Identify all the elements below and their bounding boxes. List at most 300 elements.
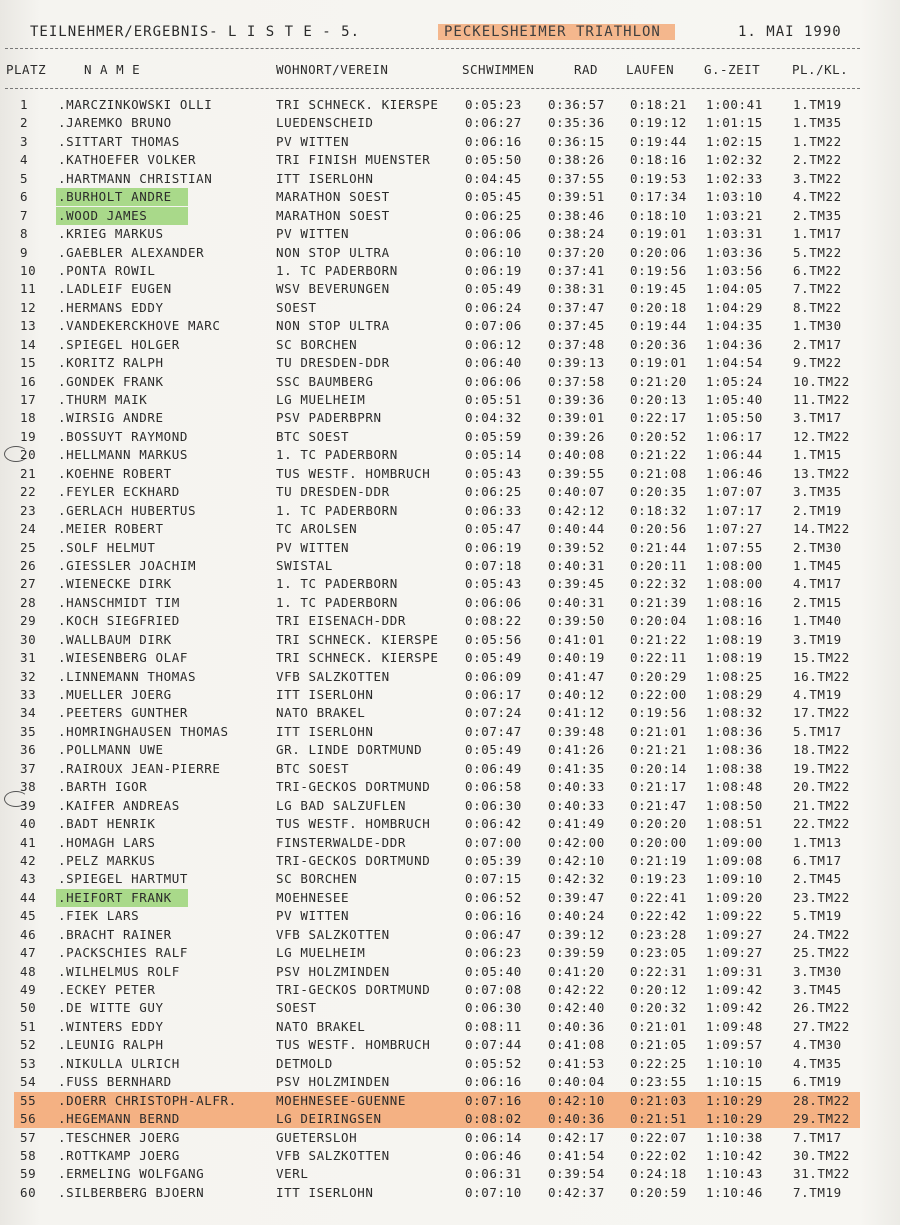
row-name: .ERMELING WOLFGANG	[58, 1166, 205, 1182]
row-platz: 47	[20, 945, 37, 961]
table-row	[0, 188, 900, 206]
row-schwimmen: 0:07:18	[465, 557, 522, 573]
row-rad: 0:37:41	[548, 262, 605, 278]
row-name: .MUELLER JOERG	[58, 687, 172, 702]
table-row	[0, 483, 900, 501]
row-laufen: 0:23:28	[630, 926, 687, 942]
row-gesamtzeit: 1:08:29	[706, 687, 763, 702]
row-schwimmen: 0:07:06	[465, 318, 522, 334]
row-verein: PV WITTEN	[276, 539, 350, 555]
row-schwimmen: 0:05:49	[465, 650, 522, 666]
row-schwimmen: 0:06:16	[465, 133, 522, 149]
row-schwimmen: 0:08:22	[465, 613, 522, 629]
row-name: .HOMRINGHAUSEN THOMAS	[58, 723, 229, 739]
row-laufen: 0:22:17	[630, 410, 687, 426]
row-rad: 0:39:13	[548, 355, 605, 371]
row-schwimmen: 0:07:44	[465, 1037, 522, 1053]
row-laufen: 0:22:32	[630, 576, 687, 592]
row-platz: 48	[20, 963, 37, 979]
row-verein: NATO BRAKEL	[276, 705, 366, 721]
row-laufen: 0:19:56	[630, 705, 687, 721]
row-rad: 0:40:08	[548, 447, 605, 463]
row-gesamtzeit: 1:10:15	[706, 1074, 763, 1090]
row-verein: VERL	[276, 1166, 309, 1182]
row-name: .PACKSCHIES RALF	[58, 945, 189, 961]
row-gesamtzeit: 1:10:46	[706, 1184, 763, 1200]
row-verein: PV WITTEN	[276, 133, 350, 149]
row-laufen: 0:22:02	[630, 1147, 687, 1163]
table-row	[0, 244, 900, 262]
row-laufen: 0:21:47	[630, 797, 687, 813]
table-row	[0, 926, 900, 944]
row-verein: SC BORCHEN	[276, 336, 358, 352]
row-gesamtzeit: 1:09:48	[706, 1018, 763, 1034]
row-verein: VFB SALZKOTTEN	[276, 668, 390, 684]
table-row	[0, 704, 900, 722]
row-name: .KATHOEFER VOLKER	[58, 152, 197, 168]
row-gesamtzeit: 1:08:51	[706, 816, 763, 832]
table-row	[0, 1036, 900, 1054]
row-platz-klasse: 2.TM35	[793, 207, 842, 223]
row-laufen: 0:21:03	[630, 1092, 687, 1108]
row-platz-klasse: 7.TM22	[793, 281, 842, 297]
row-schwimmen: 0:06:47	[465, 926, 522, 942]
row-gesamtzeit: 1:10:29	[706, 1092, 763, 1108]
row-gesamtzeit: 1:06:46	[706, 465, 763, 481]
row-platz-klasse: 3.TM17	[793, 410, 842, 426]
row-laufen: 0:19:12	[630, 115, 687, 131]
row-schwimmen: 0:06:30	[465, 1000, 522, 1016]
row-platz-klasse: 3.TM35	[793, 484, 842, 500]
row-platz-klasse: 17.TM22	[793, 705, 850, 721]
row-gesamtzeit: 1:08:16	[706, 613, 763, 629]
row-name: .KAIFER ANDREAS	[58, 797, 180, 813]
row-rad: 0:39:52	[548, 539, 605, 555]
row-laufen: 0:21:39	[630, 594, 687, 610]
row-platz-klasse: 1.TM15	[793, 447, 842, 463]
row-rad: 0:39:12	[548, 926, 605, 942]
row-platz-klasse: 5.TM19	[793, 908, 842, 924]
row-name: .SPIEGEL HOLGER	[58, 336, 180, 352]
row-platz-klasse: 6.TM19	[793, 1074, 842, 1090]
row-verein: VFB SALZKOTTEN	[276, 1147, 390, 1163]
row-platz: 37	[20, 760, 37, 776]
table-row	[0, 446, 900, 464]
row-rad: 0:40:33	[548, 779, 605, 795]
row-rad: 0:40:31	[548, 594, 605, 610]
table-row	[0, 1092, 900, 1110]
row-platz-klasse: 1.TM17	[793, 226, 842, 242]
row-platz: 7	[20, 207, 29, 223]
col-gzeit: G.-ZEIT	[704, 62, 761, 77]
row-rad: 0:42:10	[548, 1092, 605, 1108]
row-laufen: 0:21:05	[630, 1037, 687, 1053]
row-verein: TU DRESDEN-DDR	[276, 355, 390, 371]
row-rad: 0:40:36	[548, 1018, 605, 1034]
row-name: .BRACHT RAINER	[58, 926, 172, 942]
row-platz-klasse: 4.TM35	[793, 1055, 842, 1071]
row-verein: TUS WESTF. HOMBRUCH	[276, 465, 431, 481]
event-date: 1. MAI 1990	[738, 24, 842, 40]
row-laufen: 0:20:11	[630, 557, 687, 573]
row-platz-klasse: 26.TM22	[793, 1000, 850, 1016]
row-verein: TUS WESTF. HOMBRUCH	[276, 816, 431, 832]
row-verein: NON STOP ULTRA	[276, 244, 390, 260]
table-row	[0, 428, 900, 446]
row-name: .ROTTKAMP JOERG	[58, 1147, 180, 1163]
row-rad: 0:42:37	[548, 1184, 605, 1200]
row-gesamtzeit: 1:08:00	[706, 576, 763, 592]
row-name: .MARCZINKOWSKI OLLI	[58, 97, 213, 112]
row-platz-klasse: 3.TM30	[793, 963, 842, 979]
row-laufen: 0:19:56	[630, 262, 687, 278]
row-rad: 0:41:08	[548, 1037, 605, 1053]
row-laufen: 0:19:44	[630, 133, 687, 149]
row-platz: 34	[20, 705, 37, 721]
row-platz-klasse: 31.TM22	[793, 1166, 850, 1182]
row-platz-klasse: 3.TM19	[793, 631, 842, 647]
row-gesamtzeit: 1:02:33	[706, 170, 763, 186]
row-laufen: 0:20:35	[630, 484, 687, 500]
row-gesamtzeit: 1:07:55	[706, 539, 763, 555]
row-gesamtzeit: 1:07:17	[706, 502, 763, 518]
row-rad: 0:41:20	[548, 963, 605, 979]
row-laufen: 0:21:20	[630, 373, 687, 389]
row-verein: TRI-GECKOS DORTMUND	[276, 852, 431, 868]
row-platz: 1	[20, 97, 29, 112]
row-gesamtzeit: 1:00:41	[706, 97, 763, 112]
row-gesamtzeit: 1:05:40	[706, 392, 763, 407]
row-name: .LINNEMANN THOMAS	[58, 668, 197, 684]
row-name: .PEETERS GUNTHER	[58, 705, 189, 721]
row-gesamtzeit: 1:04:29	[706, 299, 763, 315]
table-row	[0, 262, 900, 280]
row-laufen: 0:22:31	[630, 963, 687, 979]
row-schwimmen: 0:06:58	[465, 779, 522, 795]
row-platz: 31	[20, 650, 37, 666]
row-platz: 2	[20, 115, 29, 131]
table-row	[0, 686, 900, 704]
row-platz-klasse: 25.TM22	[793, 945, 850, 961]
row-platz-klasse: 18.TM22	[793, 742, 850, 758]
row-verein: PSV PADERBPRN	[276, 410, 382, 426]
row-laufen: 0:18:21	[630, 97, 687, 112]
row-name: .FEYLER ECKHARD	[58, 484, 180, 500]
row-platz: 46	[20, 926, 37, 942]
row-schwimmen: 0:06:25	[465, 484, 522, 500]
row-platz: 50	[20, 1000, 37, 1016]
row-schwimmen: 0:05:49	[465, 281, 522, 297]
row-schwimmen: 0:06:24	[465, 299, 522, 315]
row-platz: 41	[20, 834, 37, 850]
row-rad: 0:40:24	[548, 908, 605, 924]
row-name: .SILBERBERG BJOERN	[58, 1184, 205, 1200]
row-gesamtzeit: 1:09:20	[706, 889, 763, 905]
row-gesamtzeit: 1:08:19	[706, 650, 763, 666]
row-platz: 56	[20, 1111, 37, 1127]
row-schwimmen: 0:08:02	[465, 1111, 522, 1127]
row-gesamtzeit: 1:09:42	[706, 982, 763, 997]
row-verein: TU DRESDEN-DDR	[276, 484, 390, 500]
row-name: .RAIROUX JEAN-PIERRE	[58, 760, 221, 776]
row-verein: TRI FINISH MUENSTER	[276, 152, 431, 168]
row-laufen: 0:23:05	[630, 945, 687, 961]
row-laufen: 0:20:12	[630, 982, 687, 997]
row-laufen: 0:22:07	[630, 1129, 687, 1145]
row-platz-klasse: 14.TM22	[793, 521, 850, 537]
row-platz-klasse: 2.TM45	[793, 871, 842, 887]
row-schwimmen: 0:05:47	[465, 521, 522, 537]
row-laufen: 0:21:51	[630, 1111, 687, 1127]
table-row	[0, 1165, 900, 1183]
row-platz-klasse: 16.TM22	[793, 668, 850, 684]
row-gesamtzeit: 1:07:07	[706, 484, 763, 500]
row-laufen: 0:22:00	[630, 687, 687, 702]
row-platz: 4	[20, 152, 29, 168]
row-laufen: 0:19:23	[630, 871, 687, 887]
row-verein: 1. TC PADERBORN	[276, 262, 398, 278]
row-gesamtzeit: 1:01:15	[706, 115, 763, 131]
row-rad: 0:36:15	[548, 133, 605, 149]
row-platz-klasse: 1.TM45	[793, 557, 842, 573]
row-platz: 16	[20, 373, 37, 389]
row-rad: 0:38:24	[548, 226, 605, 242]
table-row	[0, 944, 900, 962]
row-verein: MARATHON SOEST	[276, 207, 390, 223]
row-gesamtzeit: 1:03:31	[706, 226, 763, 242]
table-row	[0, 391, 900, 409]
col-schwimmen: SCHWIMMEN	[462, 62, 535, 77]
row-gesamtzeit: 1:04:54	[706, 355, 763, 371]
table-row	[0, 612, 900, 630]
row-platz: 13	[20, 318, 37, 334]
row-platz: 24	[20, 521, 37, 537]
row-laufen: 0:21:44	[630, 539, 687, 555]
row-platz-klasse: 10.TM22	[793, 373, 850, 389]
row-gesamtzeit: 1:09:27	[706, 945, 763, 961]
table-row	[0, 133, 900, 151]
row-rad: 0:42:12	[548, 502, 605, 518]
row-platz-klasse: 4.TM19	[793, 687, 842, 702]
row-platz: 58	[20, 1147, 37, 1163]
row-schwimmen: 0:06:19	[465, 539, 522, 555]
row-platz: 11	[20, 281, 37, 297]
row-name: .WALLBAUM DIRK	[58, 631, 172, 647]
row-name: .SPIEGEL HARTMUT	[58, 871, 189, 887]
table-row	[0, 1110, 900, 1128]
row-platz: 52	[20, 1037, 37, 1053]
row-name: .ECKEY PETER	[58, 982, 156, 997]
row-name: .TESCHNER JOERG	[58, 1129, 180, 1145]
row-schwimmen: 0:06:27	[465, 115, 522, 131]
row-verein: SOEST	[276, 1000, 317, 1016]
row-schwimmen: 0:07:24	[465, 705, 522, 721]
row-platz-klasse: 1.TM22	[793, 133, 842, 149]
row-name: .SOLF HELMUT	[58, 539, 156, 555]
table-row	[0, 465, 900, 483]
row-name: .HEGEMANN BERND	[58, 1111, 180, 1127]
row-gesamtzeit: 1:08:19	[706, 631, 763, 647]
row-verein: PSV HOLZMINDEN	[276, 963, 390, 979]
row-laufen: 0:20:56	[630, 521, 687, 537]
row-name: .LADLEIF EUGEN	[58, 281, 172, 297]
row-gesamtzeit: 1:08:48	[706, 779, 763, 795]
row-rad: 0:41:54	[548, 1147, 605, 1163]
row-platz: 21	[20, 465, 37, 481]
row-platz-klasse: 20.TM22	[793, 779, 850, 795]
row-rad: 0:40:33	[548, 797, 605, 813]
row-platz-klasse: 27.TM22	[793, 1018, 850, 1034]
row-platz: 22	[20, 484, 37, 500]
row-laufen: 0:21:01	[630, 1018, 687, 1034]
row-verein: NATO BRAKEL	[276, 1018, 366, 1034]
row-platz-klasse: 15.TM22	[793, 650, 850, 666]
row-verein: TRI SCHNECK. KIERSPE	[276, 97, 439, 112]
row-rad: 0:41:35	[548, 760, 605, 776]
row-verein: FINSTERWALDE-DDR	[276, 834, 407, 850]
table-row	[0, 741, 900, 759]
row-name: .PONTA ROWIL	[58, 262, 156, 278]
row-verein: SC BORCHEN	[276, 871, 358, 887]
row-schwimmen: 0:05:39	[465, 852, 522, 868]
table-row	[0, 207, 900, 225]
row-rad: 0:41:53	[548, 1055, 605, 1071]
row-laufen: 0:20:06	[630, 244, 687, 260]
row-schwimmen: 0:05:52	[465, 1055, 522, 1071]
row-verein: DETMOLD	[276, 1055, 333, 1071]
row-rad: 0:37:20	[548, 244, 605, 260]
row-name: .WOOD JAMES	[58, 207, 148, 223]
row-schwimmen: 0:06:30	[465, 797, 522, 813]
row-rad: 0:39:50	[548, 613, 605, 629]
table-row	[0, 834, 900, 852]
row-platz-klasse: 2.TM15	[793, 594, 842, 610]
row-platz: 30	[20, 631, 37, 647]
row-platz: 49	[20, 982, 37, 997]
row-name: .GIESSLER JOACHIM	[58, 557, 197, 573]
row-schwimmen: 0:07:47	[465, 723, 522, 739]
row-platz-klasse: 4.TM17	[793, 576, 842, 592]
row-platz: 40	[20, 816, 37, 832]
row-schwimmen: 0:05:14	[465, 447, 522, 463]
row-rad: 0:39:47	[548, 889, 605, 905]
row-rad: 0:41:47	[548, 668, 605, 684]
row-gesamtzeit: 1:09:22	[706, 908, 763, 924]
row-platz-klasse: 7.TM19	[793, 1184, 842, 1200]
row-rad: 0:41:01	[548, 631, 605, 647]
row-schwimmen: 0:06:06	[465, 226, 522, 242]
row-name: .GAEBLER ALEXANDER	[58, 244, 205, 260]
col-wohnort: WOHNORT/VEREIN	[276, 62, 389, 77]
row-name: .WIRSIG ANDRE	[58, 410, 164, 426]
row-schwimmen: 0:04:32	[465, 410, 522, 426]
row-laufen: 0:20:18	[630, 299, 687, 315]
row-rad: 0:40:19	[548, 650, 605, 666]
row-schwimmen: 0:06:16	[465, 1074, 522, 1090]
row-platz: 38	[20, 779, 37, 795]
row-schwimmen: 0:07:15	[465, 871, 522, 887]
table-row	[0, 760, 900, 778]
row-laufen: 0:17:34	[630, 189, 687, 205]
col-name: N A M E	[84, 62, 141, 77]
row-schwimmen: 0:06:19	[465, 262, 522, 278]
row-verein: MOEHNESEE	[276, 889, 350, 905]
row-name: .KOEHNE ROBERT	[58, 465, 172, 481]
row-platz-klasse: 11.TM22	[793, 392, 850, 407]
row-gesamtzeit: 1:04:35	[706, 318, 763, 334]
table-row	[0, 889, 900, 907]
row-name: .THURM MAIK	[58, 392, 148, 407]
row-platz: 54	[20, 1074, 37, 1090]
row-name: .BOSSUYT RAYMOND	[58, 428, 189, 444]
row-platz-klasse: 7.TM17	[793, 1129, 842, 1145]
row-gesamtzeit: 1:05:50	[706, 410, 763, 426]
row-platz: 60	[20, 1184, 37, 1200]
row-laufen: 0:23:55	[630, 1074, 687, 1090]
row-laufen: 0:19:53	[630, 170, 687, 186]
row-platz-klasse: 1.TM35	[793, 115, 842, 131]
row-laufen: 0:20:59	[630, 1184, 687, 1200]
row-gesamtzeit: 1:08:00	[706, 557, 763, 573]
row-platz: 23	[20, 502, 37, 518]
row-laufen: 0:21:17	[630, 779, 687, 795]
row-platz-klasse: 24.TM22	[793, 926, 850, 942]
row-platz: 20	[20, 447, 37, 463]
table-row	[0, 96, 900, 114]
table-row	[0, 1055, 900, 1073]
row-schwimmen: 0:06:23	[465, 945, 522, 961]
row-verein: 1. TC PADERBORN	[276, 447, 398, 463]
row-laufen: 0:22:42	[630, 908, 687, 924]
row-verein: LG MUELHEIM	[276, 392, 366, 407]
row-schwimmen: 0:06:42	[465, 816, 522, 832]
table-row	[0, 336, 900, 354]
table-row	[0, 280, 900, 298]
row-platz-klasse: 3.TM22	[793, 170, 842, 186]
row-gesamtzeit: 1:09:31	[706, 963, 763, 979]
row-schwimmen: 0:06:52	[465, 889, 522, 905]
row-rad: 0:37:48	[548, 336, 605, 352]
row-verein: TRI SCHNECK. KIERSPE	[276, 650, 439, 666]
table-row	[0, 1129, 900, 1147]
row-gesamtzeit: 1:08:16	[706, 594, 763, 610]
row-rad: 0:38:31	[548, 281, 605, 297]
row-gesamtzeit: 1:09:57	[706, 1037, 763, 1053]
row-rad: 0:41:49	[548, 816, 605, 832]
row-schwimmen: 0:05:43	[465, 465, 522, 481]
row-rad: 0:42:22	[548, 982, 605, 997]
row-platz: 51	[20, 1018, 37, 1034]
row-schwimmen: 0:05:23	[465, 97, 522, 112]
row-platz: 5	[20, 170, 29, 186]
row-verein: WSV BEVERUNGEN	[276, 281, 390, 297]
row-name: .SITTART THOMAS	[58, 133, 180, 149]
row-name: .BURHOLT ANDRE	[58, 189, 172, 205]
table-row	[0, 723, 900, 741]
row-rad: 0:40:12	[548, 687, 605, 702]
row-name: .WIESENBERG OLAF	[58, 650, 189, 666]
row-rad: 0:39:36	[548, 392, 605, 407]
row-platz: 33	[20, 687, 37, 702]
row-schwimmen: 0:05:45	[465, 189, 522, 205]
row-gesamtzeit: 1:03:10	[706, 189, 763, 205]
row-platz-klasse: 13.TM22	[793, 465, 850, 481]
row-laufen: 0:21:21	[630, 742, 687, 758]
row-laufen: 0:19:01	[630, 355, 687, 371]
col-platz: PLATZ	[6, 62, 47, 77]
row-rad: 0:39:45	[548, 576, 605, 592]
row-platz: 53	[20, 1055, 37, 1071]
